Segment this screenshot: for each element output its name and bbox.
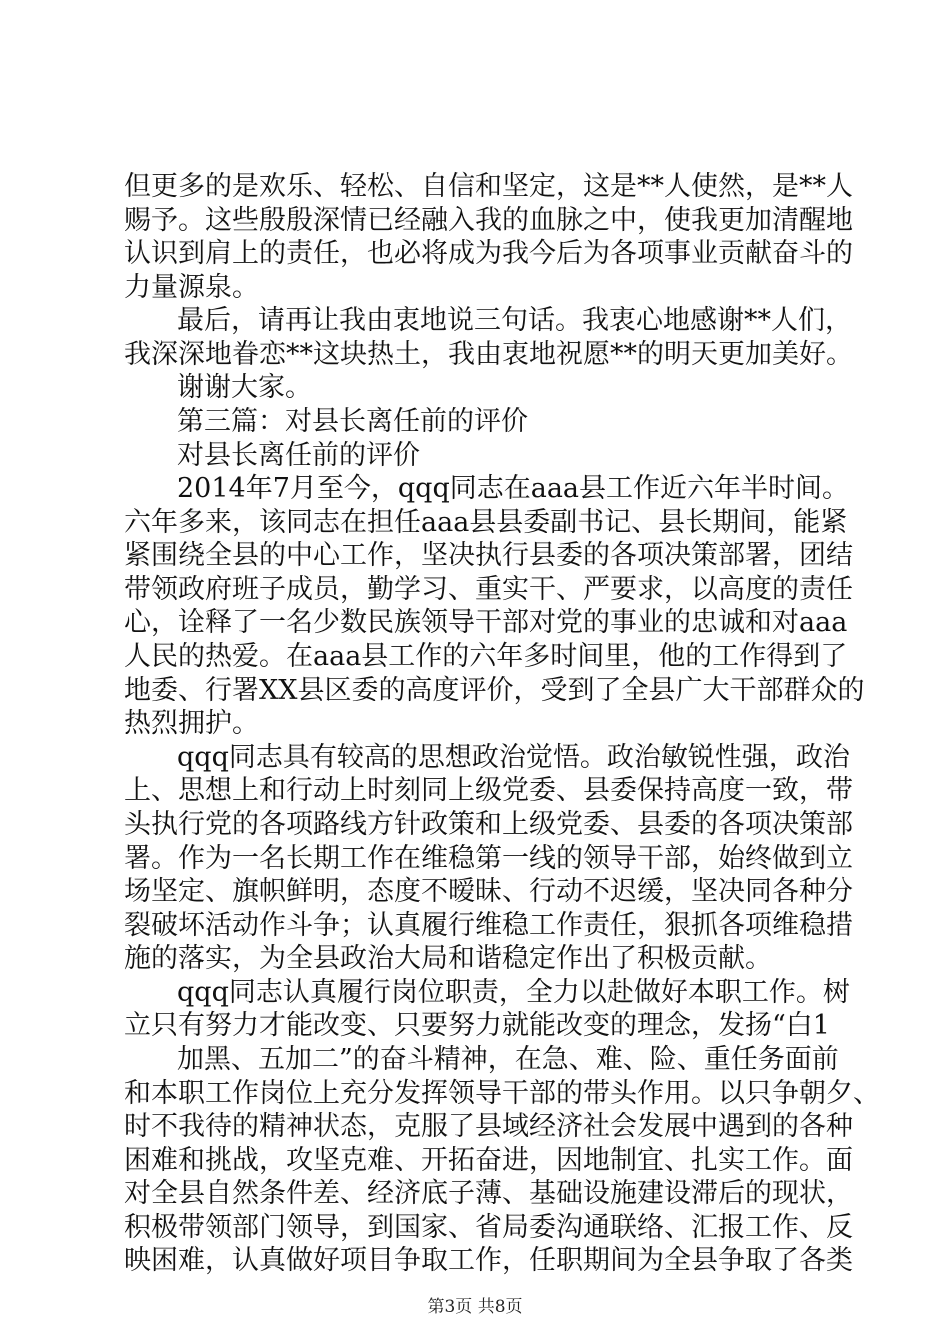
text-line: 上、思想上和行动上时刻同上级党委、县委保持高度一致，带 [124, 775, 853, 807]
text-line: 署。作为一名长期工作在维稳第一线的领导干部，始终做到立 [124, 842, 853, 874]
text-line: 困难和挑战，攻坚克难、开拓奋进，因地制宜、扎实工作。面 [124, 1144, 853, 1176]
text-line: 六年多来，该同志在担任aaa县县委副书记、县长期间，能紧 [124, 506, 848, 538]
text-line: 带领政府班子成员，勤学习、重实干、严要求，以高度的责任 [124, 573, 853, 605]
text-line: qqq同志具有较高的思想政治觉悟。政治敏锐性强，政治 [177, 741, 850, 773]
text-line: 2014年7月至今，qqq同志在aaa县工作近六年半时间。 [177, 473, 850, 505]
text-line: 赐予。这些殷殷深情已经融入我的血脉之中，使我更加清醒地 [124, 204, 853, 236]
text-line: 积极带领部门领导，到国家、省局委沟通联络、汇报工作、反 [124, 1211, 853, 1243]
page-number-footer: 第3页 共8页 [427, 1297, 523, 1317]
text-line: 加黑、五加二”的奋斗精神，在急、难、险、重任务面前 [177, 1043, 839, 1075]
text-line: 映困难，认真做好项目争取工作，任职期间为全县争取了各类 [124, 1245, 853, 1277]
text-line: 场坚定、旗帜鲜明，态度不暧昧、行动不迟缓，坚决同各种分 [124, 876, 853, 908]
text-line: 力量源泉。 [124, 271, 259, 303]
text-line: 和本职工作岗位上充分发挥领导干部的带头作用。以只争朝夕、 [124, 1077, 880, 1109]
text-line: 施的落实，为全县政治大局和谐稳定作出了积极贡献。 [124, 943, 772, 975]
text-line: 时不我待的精神状态，克服了县域经济社会发展中遇到的各种 [124, 1111, 853, 1143]
text-line: 谢谢大家。 [177, 372, 312, 404]
text-line: 心，诠释了一名少数民族领导干部对党的事业的忠诚和对aaa [124, 607, 848, 639]
text-line: 立只有努力才能改变、只要努力就能改变的理念，发扬“白1 [124, 1010, 830, 1042]
text-line: 紧围绕全县的中心工作，坚决执行县委的各项决策部署，团结 [124, 540, 853, 572]
text-line: 人民的热爱。在aaa县工作的六年多时间里，他的工作得到了 [124, 641, 848, 673]
text-line: 头执行党的各项路线方针政策和上级党委、县委的各项决策部 [124, 808, 853, 840]
text-line: 最后，请再让我由衷地说三句话。我衷心地感谢**人们， [177, 305, 852, 337]
text-line: 认识到肩上的责任，也必将成为我今后为各项事业贡献奋斗的 [124, 238, 853, 270]
article-title: 对县长离任前的评价 [177, 439, 420, 471]
text-line: 我深深地眷恋**这块热土，我由衷地祝愿**的明天更加美好。 [124, 338, 853, 370]
section-heading: 第三篇：对县长离任前的评价 [177, 406, 528, 438]
text-line: 对全县自然条件差、经济底子薄、基础设施建设滞后的现状， [124, 1178, 853, 1210]
text-line: qqq同志认真履行岗位职责，全力以赴做好本职工作。树 [177, 976, 850, 1008]
text-line: 热烈拥护。 [124, 708, 259, 740]
text-line: 裂破坏活动作斗争；认真履行维稳工作责任，狠抓各项维稳措 [124, 909, 853, 941]
text-line: 地委、行署XX县区委的高度评价，受到了全县广大干部群众的 [124, 674, 865, 706]
text-line: 但更多的是欢乐、轻松、自信和坚定，这是**人使然，是**人 [124, 171, 853, 202]
